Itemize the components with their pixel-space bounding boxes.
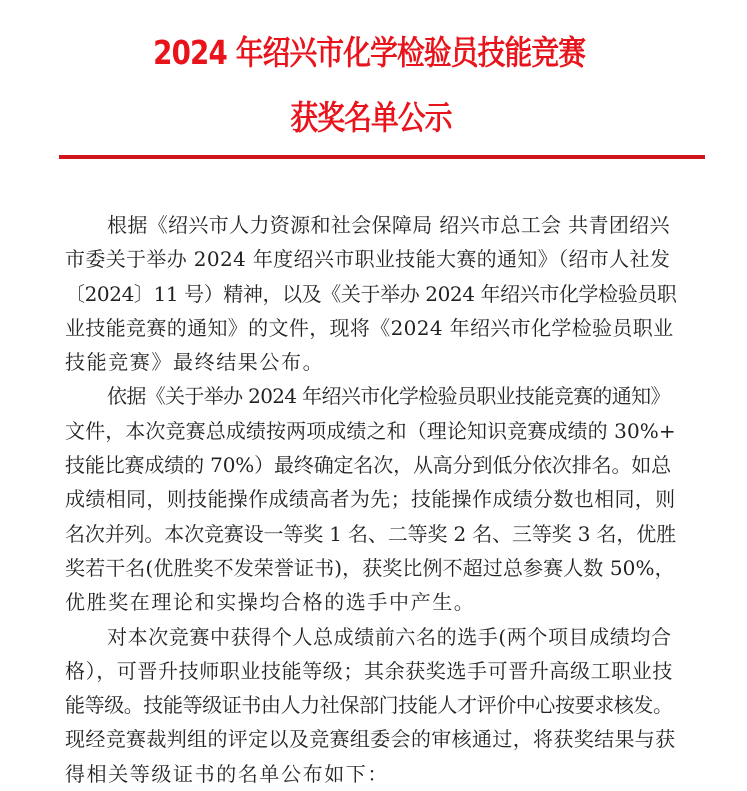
document-title-line-2 (0, 98, 744, 138)
paragraph-line: 格），可晋升技师职业技能等级；其余获奖选手可晋升高级工职业技 (65, 658, 673, 683)
paragraph-1 (65, 208, 685, 379)
document-title-line-1 (0, 33, 743, 73)
red-divider-rule (59, 155, 705, 159)
paragraph-line: 能等级。技能等级证书由人力社保部门技能人才评价中心按要求核发。 (65, 693, 673, 718)
paragraph-line: 奖若干名(优胜奖不发荣誉证书)，获奖比例不超过总参赛人数 50%， (65, 555, 675, 580)
paragraph-line: 成绩相同，则技能操作成绩高者为先；技能操作成绩分数也相同，则 (65, 487, 676, 512)
paragraph-line: 对本次竞赛中获得个人总成绩前六名的选手(两个项目成绩均合 (107, 624, 672, 649)
paragraph-line: 技能竞赛》最终结果公布。 (65, 350, 325, 375)
paragraph-line: 〔2024〕11 号）精神，以及《关于举办 2024 年绍兴市化学检验员职 (65, 281, 677, 306)
document-body (65, 208, 685, 791)
paragraph-line: 市委关于举办 2024 年度绍兴市职业技能大赛的通知》（绍市人社发 (65, 247, 671, 272)
paragraph-line: 技能比赛成绩的 70%）最终确定名次，从高分到低分依次排名。如总 (65, 453, 672, 478)
paragraph-line: 文件，本次竞赛总成绩按两项成绩之和（理论知识竞赛成绩的 30%+ (65, 418, 676, 443)
paragraph-line: 名次并列。本次竞赛设一等奖 1 名、二等奖 2 名、三等奖 3 名，优胜 (65, 521, 676, 546)
title-line-1-text: 2024 年绍兴市化学检验员技能竞赛 (153, 33, 586, 72)
paragraph-line: 得相关等级证书的名单公布如下： (65, 761, 389, 786)
paragraph-line: 依据《关于举办 2024 年绍兴市化学检验员职业技能竞赛的通知》 (107, 384, 670, 409)
paragraph-line: 现经竞赛裁判组的评定以及竞赛组委会的审核通过，将获奖结果与获 (65, 727, 676, 752)
paragraph-3 (65, 620, 685, 791)
paragraph-line: 业技能竞赛的通知》的文件，现将《2024 年绍兴市化学检验员职业 (65, 315, 674, 340)
paragraph-line: 根据《绍兴市人力资源和社会保障局 绍兴市总工会 共青团绍兴 (107, 213, 670, 237)
title-line-2-text: 获奖名单公示 (289, 98, 452, 137)
paragraph-2 (65, 379, 685, 619)
paragraph-line: 优胜奖在理论和实操均合格的选手中产生。 (65, 590, 476, 615)
